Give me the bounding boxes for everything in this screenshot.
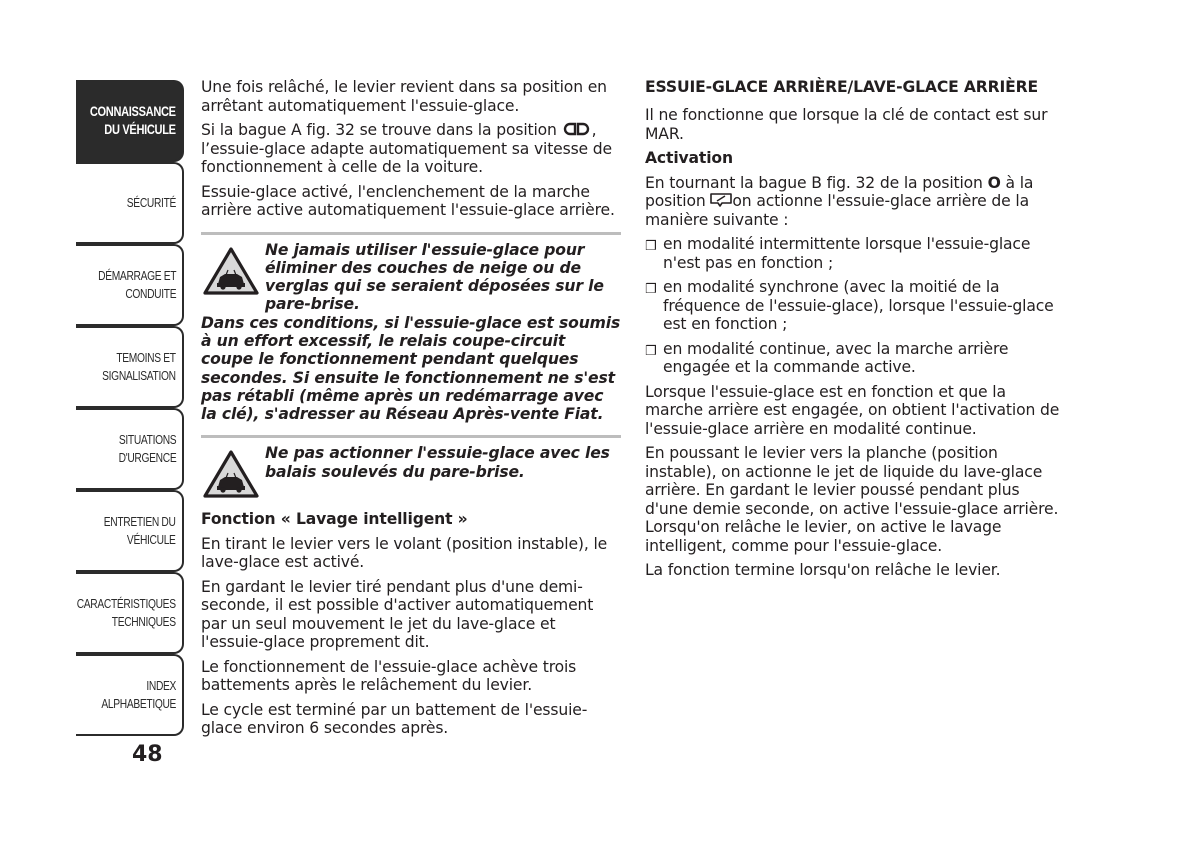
subheading: Fonction « Lavage intelligent » — [201, 510, 468, 529]
warning-box — [201, 435, 621, 500]
tab-label: INDEX ALPHABETIQUE — [101, 679, 176, 711]
tab-situations-durgence[interactable] — [76, 408, 184, 490]
paragraph: Une fois relâché, le levier revient dans sa position en arrêtant automatiquement l'essuie-glace. — [201, 78, 607, 115]
right-column — [645, 78, 1065, 586]
tab-label: ENTRETIEN DU VÉHICULE — [104, 515, 176, 547]
list-item-text: en modalité intermittente lorsque l'essuie-glace n'est pas en fonction ; — [663, 235, 1031, 272]
checkbox-bullet-icon: ❒ — [645, 239, 657, 254]
paragraph: Il ne fonctionne que lorsque la clé de contact est sur MAR. — [645, 106, 1048, 143]
list-item-text: en modalité continue, avec la marche arrière engagée et la commande active. — [663, 339, 1009, 376]
tab-temoins-et-signalisation[interactable] — [76, 326, 184, 408]
warning-box — [201, 232, 621, 424]
warning-car-icon — [201, 245, 261, 297]
text: , l’essuie-glace adapte automatiquement sa vitesse de fonctionnement à celle de la voiture. — [201, 121, 612, 176]
text: on actionne l'essuie-glace arrière de la manière suivante : — [645, 192, 1029, 229]
paragraph: Essuie-glace activé, l'enclenchement de la marche arrière active automatiquement l'essuie-glace arrière. — [201, 182, 615, 219]
tab-index-alphabetique[interactable] — [76, 654, 184, 736]
paragraph: En poussant le levier vers la planche (position instable), on actionne le jet de liquide du lave-glace arrière. En gardant le levier poussé pendant plus d'une demie seconde, on active l'essuie-glace arrière. Lorsqu'on relâche le levier, on active le lavage intelligent, comme pour l'essuie-glace. — [645, 444, 1059, 555]
paragraph: Le fonctionnement de l'essuie-glace achève trois battements après le relâchement du levier. — [201, 657, 577, 695]
paragraph: La fonction termine lorsqu'on relâche le levier. — [645, 561, 1001, 579]
tab-label: CARACTÉRISTIQUES TECHNIQUES — [77, 597, 176, 629]
list-item — [645, 235, 1065, 272]
tab-label: CONNAISSANCE DU VÉHICULE — [90, 104, 176, 137]
tab-label: DÉMARRAGE ET CONDUITE — [97, 269, 176, 301]
tab-label: TEMOINS ET SIGNALISATION — [102, 351, 176, 383]
text: à la position — [645, 173, 1034, 210]
checkbox-bullet-icon: ❒ — [645, 343, 657, 359]
paragraph: En gardant le levier tiré pendant plus d'une demi-seconde, il est possible d'activer automatiquement par un seul mouvement le jet du lave-glace et l'essuie-glace proprement dit. — [201, 577, 594, 652]
paragraph — [645, 174, 1065, 230]
tab-demarrage-et-conduite[interactable] — [76, 244, 184, 326]
checkbox-bullet-icon: ❒ — [645, 282, 657, 297]
subheading: Activation — [645, 149, 733, 167]
tab-label: SITUATIONS D'URGENCE — [118, 433, 176, 465]
list-item — [645, 278, 1065, 334]
paragraph: En tirant le levier vers le volant (position instable), le lave-glace est activé. — [201, 534, 608, 572]
warning-text: Dans ces conditions, si l'essuie-glace est soumis à un effort excessif, le relais coupe-circuit coupe le fonctionnement pendant quelques secondes. Si ensuite le fonctionnement ne s'est pas rétabli (même après un redémarrage avec la clé), s'adresser au Réseau Après-vente Fiat. — [201, 313, 621, 424]
warning-text: Ne jamais utiliser l'essuie-glace pour éliminer des couches de neige ou de verglas qui se seraient déposées sur le pare-brise. — [265, 240, 604, 314]
tab-entretien-du-vehicule[interactable] — [76, 490, 184, 572]
left-column — [201, 78, 621, 744]
text: Si la bague A fig. 32 se trouve dans la position — [201, 121, 557, 139]
off-position-symbol: O — [987, 173, 1001, 192]
list-item — [645, 340, 1065, 377]
tab-securite[interactable] — [76, 162, 184, 244]
tab-label: SÉCURITÉ — [126, 196, 176, 210]
paragraph — [201, 121, 621, 177]
bullet-list — [645, 235, 1065, 377]
tab-connaissance-du-vehicule[interactable] — [76, 80, 184, 162]
chapter-sidebar — [76, 80, 184, 736]
tab-caracteristiques-techniques[interactable] — [76, 572, 184, 654]
section-title: ESSUIE-GLACE ARRIÈRE/LAVE-GLACE ARRIÈRE — [645, 78, 1039, 96]
list-item-text: en modalité synchrone (avec la moitié de la fréquence de l'essuie-glace), lorsque l'essuie-glace est en fonction ; — [663, 278, 1054, 333]
auto-speed-position-icon — [562, 122, 592, 136]
warning-text: Ne pas actionner l'essuie-glace avec les balais soulevés du pare-brise. — [265, 444, 610, 481]
warning-car-icon — [201, 448, 261, 500]
rear-wiper-position-icon — [710, 192, 732, 208]
paragraph: Le cycle est terminé par un battement de l'essuie-glace environ 6 secondes après. — [201, 700, 588, 738]
text: En tournant la bague B fig. 32 de la position — [645, 173, 983, 192]
page-number: 48 — [132, 742, 163, 767]
paragraph: Lorsque l'essuie-glace est en fonction et que la marche arrière est engagée, on obtient l'activation de l'essuie-glace arrière en modalité continue. — [645, 382, 1060, 438]
